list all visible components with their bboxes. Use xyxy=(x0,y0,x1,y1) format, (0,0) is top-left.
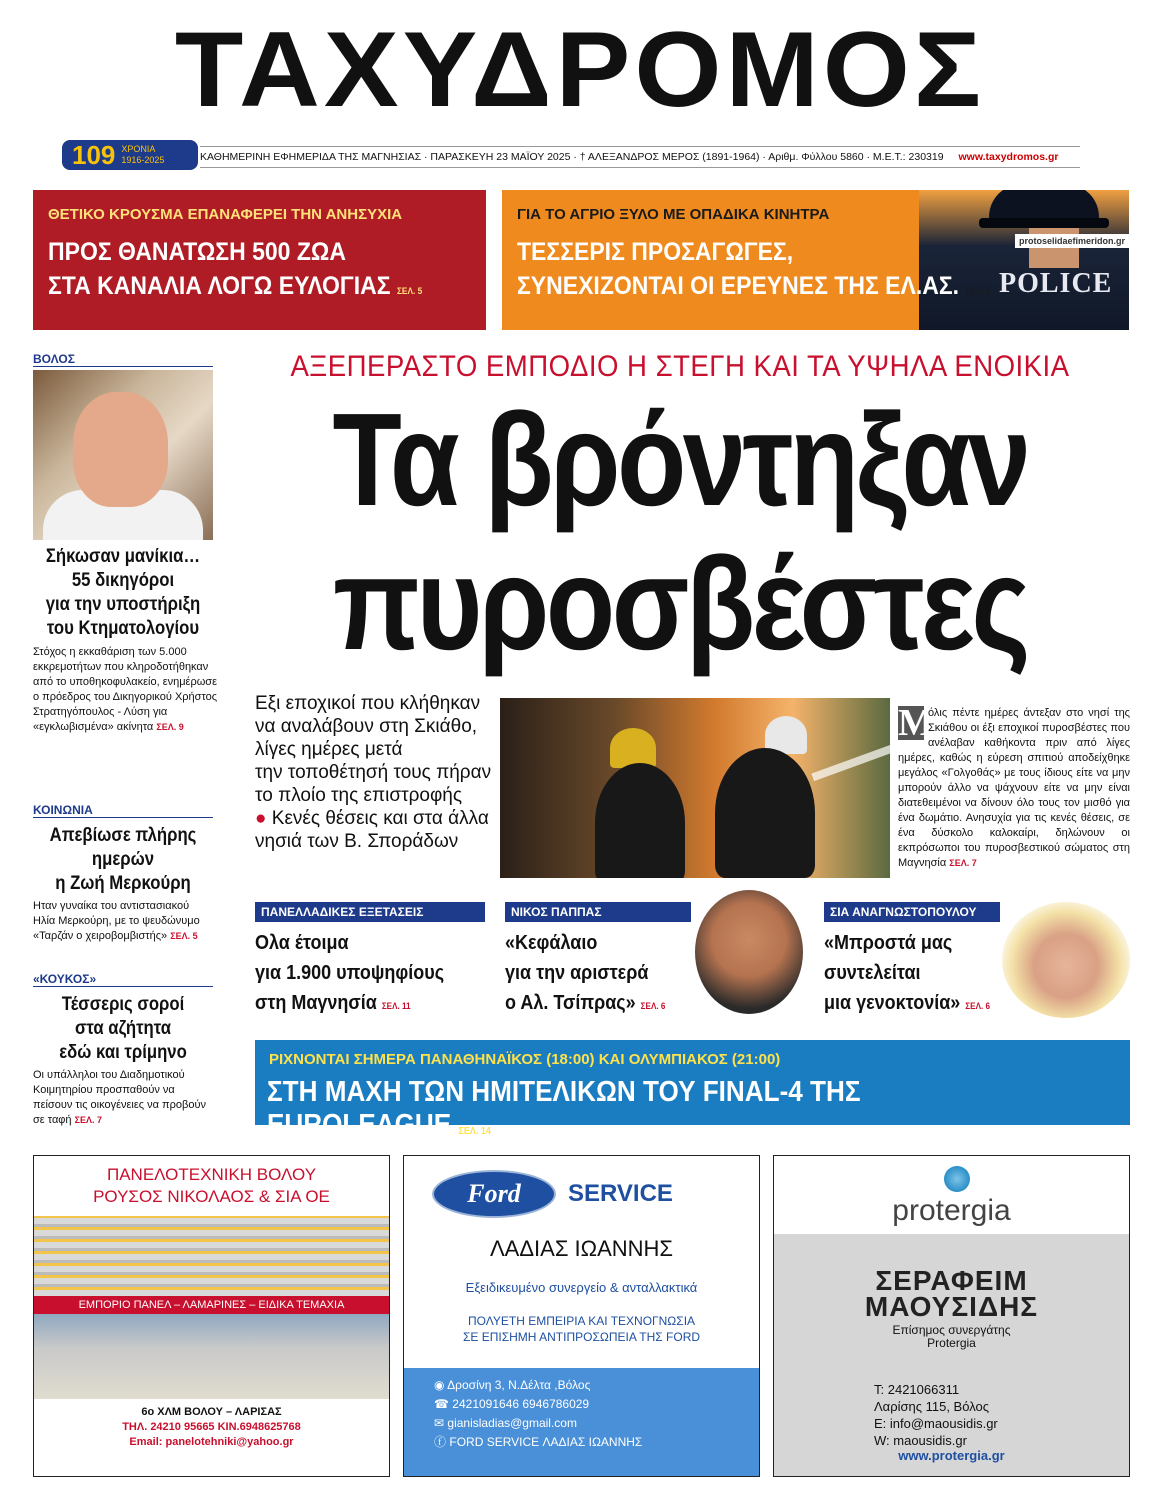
pappas-page: ΣΕΛ. 6 xyxy=(640,1001,666,1011)
ad3-partner-1: Επίσημος συνεργάτης xyxy=(892,1323,1011,1337)
ad2-exp-2: ΣΕ ΕΠΙΣΗΜΗ ΑΝΤΙΠΡΟΣΩΠΕΙΑ ΤΗΣ FORD xyxy=(462,1330,701,1344)
pappas-line-1: «Κεφάλαιο xyxy=(505,932,598,954)
dateline xyxy=(200,146,1080,168)
top-left-page: ΣΕΛ. 5 xyxy=(396,286,423,296)
ad1-title-2: ΡΟΥΣΟΣ ΝΙΚΟΛΑΟΣ & ΣΙΑ ΟΕ xyxy=(93,1187,330,1206)
main-body-page: ΣΕΛ. 7 xyxy=(949,858,977,868)
ad1-strip: ΕΜΠΟΡΙΟ ΠΑΝΕΛ – ΛΑΜΑΡΙΝΕΣ – ΕΙΔΙΚΑ ΤΕΜΑΧΙΑ xyxy=(34,1296,389,1314)
exams-page: ΣΕΛ. 11 xyxy=(381,1001,411,1011)
s1-body: Στόχος η εκκαθάριση των 5.000 εκκρεμοτήτων που κληροδοτήθηκαν από το υποθηκοφυλακείο, ενημέρωσε ο πρόεδρος του Δικηγορικού Χρήστος Στρατηγόπουλος - Λύση για «εγκλωβισμένα» ακίνητα xyxy=(33,646,218,733)
ad2-exp-1: ΠΟΛΥΕΤΗ ΕΜΠΕΙΡΙΑ ΚΑΙ ΤΕΧΝΟΓΝΩΣΙΑ xyxy=(467,1314,696,1328)
ad1-panels-photo xyxy=(34,1216,389,1296)
top-right-headline-1: ΤΕΣΣΕΡΙΣ ΠΡΟΣΑΓΩΓΕΣ, xyxy=(517,238,794,266)
phone-icon: ☎ xyxy=(434,1397,449,1411)
anagnostopoulou-line-2: συντελείται xyxy=(824,962,921,984)
banner-headline: ΣΤΗ ΜΑΧΗ ΤΩΝ ΗΜΙΤΕΛΙΚΩΝ ΤΟΥ FINAL-4 ΤΗΣ EUROLEAGUE xyxy=(267,1076,861,1141)
ad-protergia[interactable] xyxy=(773,1155,1130,1477)
lead-line-6: Κενές θέσεις και στα άλλα xyxy=(271,808,489,829)
s1-page: ΣΕΛ. 9 xyxy=(156,722,184,732)
years-range: 1916-2025 xyxy=(121,155,165,165)
facebook-icon: ⓕ xyxy=(434,1435,447,1449)
ad3-name-1: ΣΕΡΑΦΕΙΜ xyxy=(875,1265,1028,1296)
protergia-logo-icon xyxy=(944,1166,970,1192)
exams-story[interactable] xyxy=(255,902,485,1021)
exams-tag: ΠΑΝΕΛΛΑΔΙΚΕΣ ΕΞΕΤΑΣΕΙΣ xyxy=(255,902,485,922)
ford-logo: Ford xyxy=(432,1170,556,1218)
s2-body: Ηταν γυναίκα του αντιστασιακού Ηλία Μερκούρη, με το ψευδώνυμο «Ταρζάν ο χειροβομβιστής» xyxy=(33,900,200,942)
ad-panelotehniki[interactable] xyxy=(33,1155,390,1477)
lead-line-5: το πλοίο της επιστροφής xyxy=(255,785,462,806)
s1-head-2: 55 δικηγόροι xyxy=(71,570,175,591)
sidebar-section-label: ΒΟΛΟΣ xyxy=(33,352,213,367)
top-right-page: ΣΕΛ. 5 xyxy=(965,286,991,296)
main-overhead: ΑΞΕΠΕΡΑΣΤΟ ΕΜΠΟΔΙΟ Η ΣΤΕΓΗ ΚΑΙ ΤΑ ΥΨΗΛΑ ΕΝΟΙΚΙΑ xyxy=(290,350,1070,383)
lead-line-2: να αναλάβουν στη Σκιάθο, xyxy=(255,716,478,737)
anagnostopoulou-page: ΣΕΛ. 6 xyxy=(965,1001,990,1011)
s1-head-1: Σήκωσαν μανίκια… xyxy=(45,546,201,567)
ad2-email: gianisladias@gmail.com xyxy=(447,1416,577,1430)
banner-kicker: ΡΙΧΝΟΝΤΑΙ ΣΗΜΕΡΑ ΠΑΝΑΘΗΝΑΪΚΟΣ (18:00) ΚΑΙ ΟΛΥΜΠΙΑΚΟΣ (21:00) xyxy=(269,1051,781,1068)
sidebar-story-2[interactable] xyxy=(33,803,213,944)
ad3-web: W: maousidis.gr xyxy=(874,1433,967,1448)
s3-page: ΣΕΛ. 7 xyxy=(74,1115,103,1125)
top-left-headline-1: ΠΡΟΣ ΘΑΝΑΤΩΣΗ 500 ΖΩΑ xyxy=(48,238,346,266)
exams-line-1: Ολα έτοιμα xyxy=(255,932,349,954)
ad2-addr: Δροσίνη 3, Ν.Δέλτα ,Βόλος xyxy=(447,1378,591,1392)
years-number: 109 xyxy=(72,139,116,170)
watermark: protoselidaefimeridon.gr xyxy=(1015,234,1129,248)
lawyer-portrait xyxy=(33,370,213,540)
main-headline[interactable] xyxy=(293,388,1067,676)
exams-line-2: για 1.900 υποψηφίους xyxy=(255,962,445,984)
main-body xyxy=(898,702,1130,871)
lead-line-3: λίγες ημέρες μετά xyxy=(255,739,403,760)
ad3-site[interactable]: www.protergia.gr xyxy=(898,1448,1005,1463)
email-icon: ✉ xyxy=(434,1416,445,1430)
ad1-tel: ΤΗΛ. 24210 95665 ΚΙΝ.6948625768 xyxy=(122,1421,301,1433)
ad3-name-2: ΜΑΟΥΣΙΔΗΣ xyxy=(864,1291,1039,1322)
ad2-service: SERVICE xyxy=(568,1180,673,1207)
anagnostopoulou-line-3: μια γενοκτονία» xyxy=(824,992,961,1014)
top-left-headline-2: ΣΤΑ ΚΑΝΑΛΙΑ ΛΟΓΩ ΕΥΛΟΓΙΑΣ xyxy=(48,272,391,300)
ad1-title-1: ΠΑΝΕΛΟΤΕΧΝΙΚΗ ΒΟΛΟΥ xyxy=(106,1165,317,1184)
top-right-story[interactable] xyxy=(502,190,1129,330)
s3-head-2: στα αζήτητα xyxy=(74,1018,172,1039)
ad3-partner-2: Protergia xyxy=(927,1336,976,1350)
ad1-email: Email: panelotehniki@yahoo.gr xyxy=(129,1436,294,1448)
ad2-owner: ΛΑΔΙΑΣ ΙΩΑΝΝΗΣ xyxy=(489,1236,674,1261)
dropcap: Μ xyxy=(898,702,934,744)
police-label: POLICE xyxy=(999,268,1113,299)
s3-body: Οι υπάλληλοι του Διαδημοτικού Κοιμητηρίου προσπαθούν να πείσουν τις οικογένειες να προβούν σε ταφή xyxy=(33,1069,206,1126)
masthead-title: ΤΑΧΥΔΡΟΜΟΣ xyxy=(174,10,986,129)
main-headline-line-2: πυροσβέστες xyxy=(332,530,1028,677)
s3-label: «ΚΟΥΚΟΣ» xyxy=(33,972,213,987)
s2-head-1: Απεβίωσε πλήρης xyxy=(49,825,197,846)
exams-line-3: στη Μαγνησία xyxy=(255,992,377,1014)
s2-head-2: ημερών xyxy=(91,849,155,870)
lead-line-7: νησιά των Β. Σποράδων xyxy=(255,831,459,852)
s2-label: ΚΟΙΝΩΝΙΑ xyxy=(33,803,213,818)
ad3-tel: Τ: 2421066311 xyxy=(874,1382,960,1397)
top-right-headline-2: ΣΥΝΕΧΙΖΟΝΤΑΙ ΟΙ ΕΡΕΥΝΕΣ ΤΗΣ ΕΛ.ΑΣ. xyxy=(517,272,960,300)
ad2-phones: 2421091646 6946786029 xyxy=(452,1397,590,1411)
anagnostopoulou-story[interactable] xyxy=(824,902,1130,1022)
main-headline-line-1: Τα βρόντηξαν xyxy=(332,386,1028,533)
main-lead xyxy=(255,692,505,853)
top-left-kicker: ΘΕΤΙΚΟ ΚΡΟΥΣΜΑ ΕΠΑΝΑΦΕΡΕΙ ΤΗΝ ΑΝΗΣΥΧΙΑ xyxy=(48,206,403,223)
ad2-fb: FORD SERVICE ΛΑΔΙΑΣ ΙΩΑΝΝΗΣ xyxy=(449,1435,643,1449)
ad-ford-service[interactable] xyxy=(403,1155,760,1477)
s2-head-3: η Ζωή Μερκούρη xyxy=(55,873,191,894)
sidebar-story-3[interactable] xyxy=(33,972,213,1128)
top-right-kicker: ΓΙΑ ΤΟ ΑΓΡΙΟ ΞΥΛΟ ΜΕ ΟΠΑΔΙΚΑ ΚΙΝΗΤΡΑ xyxy=(517,206,830,223)
euroleague-banner[interactable] xyxy=(255,1040,1130,1141)
location-icon: ◉ xyxy=(434,1378,445,1392)
lead-line-1: Εξι εποχικοί που κλήθηκαν xyxy=(255,693,481,714)
sidebar-story-1-text xyxy=(28,545,218,735)
ad1-addr: 6ο ΧΛΜ ΒΟΛΟΥ – ΛΑΡΙΣΑΣ xyxy=(141,1406,282,1418)
ad2-tag: Εξειδικευμένο συνεργείο & ανταλλακτικά xyxy=(465,1280,698,1295)
ad3-email: E: info@maousidis.gr xyxy=(874,1416,998,1431)
ad1-warehouse-photo xyxy=(34,1314,389,1399)
firefighters-photo xyxy=(500,698,890,878)
years-label: ΧΡΟΝΙΑ xyxy=(121,144,156,154)
sidebar-story-1[interactable] xyxy=(33,352,213,367)
s1-head-3: για την υποστήριξη xyxy=(45,594,201,615)
anagnostopoulou-tag: ΣΙΑ ΑΝΑΓΝΩΣΤΟΠΟΥΛΟΥ xyxy=(824,902,1000,922)
lead-line-4: την τοποθέτησή τους πήραν xyxy=(255,762,492,783)
pappas-story[interactable] xyxy=(505,902,805,1022)
ad3-addr: Λαρίσης 115, Βόλος xyxy=(874,1399,990,1414)
s2-page: ΣΕΛ. 5 xyxy=(170,931,198,941)
bullet-icon: ● xyxy=(255,808,267,829)
banner-page: ΣΕΛ. 14 xyxy=(458,1126,491,1137)
s1-head-4: του Κτηματολογίου xyxy=(46,618,200,639)
ad3-brand: protergia xyxy=(892,1194,1011,1227)
s3-head-1: Τέσσερις σοροί xyxy=(61,994,185,1015)
pappas-tag: ΝΙΚΟΣ ΠΑΠΠΑΣ xyxy=(505,902,691,922)
website-link[interactable]: www.taxydromos.gr xyxy=(958,151,1059,163)
pappas-line-2: για την αριστερά xyxy=(505,962,649,984)
dateline-text: ΚΑΘΗΜΕΡΙΝΗ ΕΦΗΜΕΡΙΔΑ ΤΗΣ ΜΑΓΝΗΣΙΑΣ · ΠΑΡΑΣΚΕΥΗ 23 ΜΑΪΟΥ 2025 · † ΑΛΕΞΑΝΔΡΟΣ ΜΕΡΟΣ (1891-1964) · Αριθμ. Φύλλου 5860 · Μ.Ε.Τ.: 230319 xyxy=(200,151,944,163)
s3-head-3: εδώ και τρίμηνο xyxy=(59,1042,187,1063)
anniversary-badge xyxy=(62,140,198,170)
top-left-story[interactable] xyxy=(33,190,486,330)
anagnostopoulou-line-1: «Μπροστά μας xyxy=(824,932,953,954)
main-body-text: όλις πέντε ημέρες άντεξαν στο νησί της Σκιάθου οι έξι εποχικοί πυροσβέστες που ανέλαβαν καθήκοντα πριν από λίγες ημέρες, καθώς η εύρεση σπιτιού αποδείχθηκε μεγάλος «Γολγοθάς» με τους ίδιους είτε να μην μπορούν άλλο να ψάχνουν είτε να μην είναι διατεθειμένοι να δίνουν όλο τους τον μισθό για ένα δωμάτιο. Ανησυχία για τις κενές θέσεις, σε ένα δύσκολο καλοκαίρι, δηλώνουν οι εκπρόσωποι του πυροσβεστικού σώματος στη Μαγνησία xyxy=(898,707,1130,869)
pappas-line-3: ο Αλ. Τσίπρας» xyxy=(505,992,636,1014)
